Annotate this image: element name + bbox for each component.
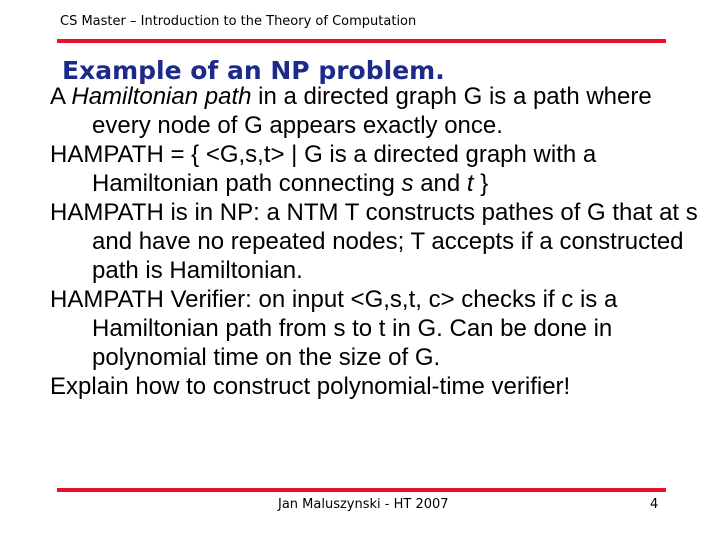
slide-title: Example of an NP problem. [62, 56, 445, 85]
p2-mid: and [413, 170, 467, 197]
paragraph-hampath-set [50, 140, 700, 198]
p1-pre: A [50, 83, 72, 110]
p2-pre: HAMPATH = { <G,s,t> | G is a directed graph with a Hamiltonian path connecting [50, 141, 597, 197]
p2-post: } [473, 170, 489, 197]
slide-footer: Jan Maluszynski - HT 2007 [278, 497, 449, 512]
paragraph-hampath-verifier: HAMPATH Verifier: on input <G,s,t, c> checks if c is a Hamiltonian path from s to t in G. Can be done in polynomial time on the size of G. [50, 286, 618, 371]
p1-post: in a directed graph G is a path where every node of G appears exactly once. [92, 83, 652, 139]
p2-s: s [401, 170, 414, 197]
paragraph-exercise: Explain how to construct polynomial-time verifier! [50, 373, 571, 400]
slide-body [50, 82, 700, 401]
slide-header: CS Master – Introduction to the Theory of Computation [60, 14, 417, 29]
paragraph-hampath-in-np: HAMPATH is in NP: a NTM T constructs pathes of G that at s and have no repeated nodes; T accepts if a constructed path is Hamiltonian. [50, 199, 698, 284]
page-number: 4 [650, 497, 659, 512]
p2-t: t [466, 170, 474, 197]
header-divider [57, 39, 666, 43]
p1-term: Hamiltonian path [71, 83, 252, 110]
paragraph-hamiltonian-definition [50, 82, 700, 140]
footer-divider [57, 488, 666, 492]
